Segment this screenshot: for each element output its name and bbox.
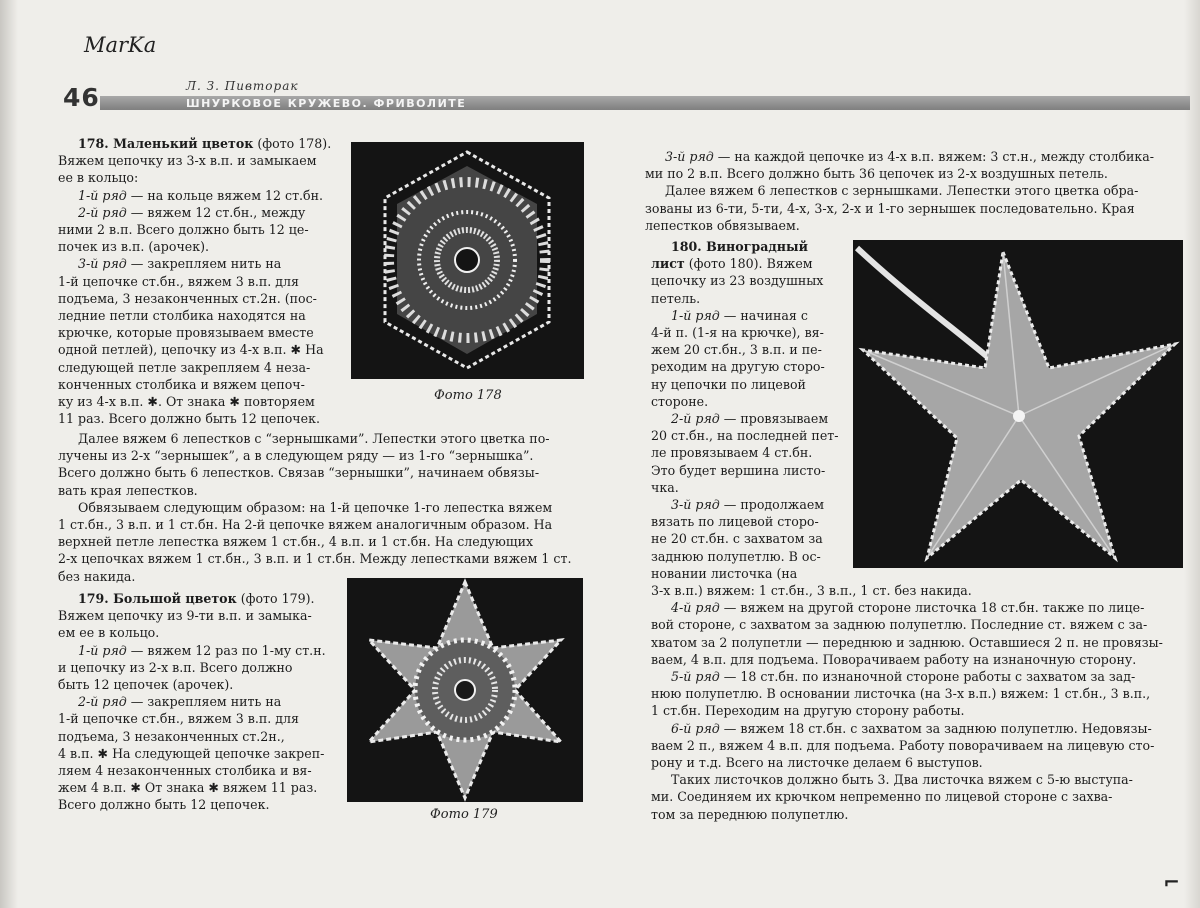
text-line: — продолжаем — [719, 497, 825, 513]
text-line: почек из в.п. (арочек). — [58, 239, 210, 255]
text-line: ле провязываем 4 ст.бн. — [651, 445, 813, 461]
text-line: Таких листочков должно быть 3. Два листочка вяжем с 5-ю выступа- — [671, 772, 1133, 788]
page-edge-shadow — [0, 0, 18, 908]
row-label: 4-й ряд — [671, 600, 720, 616]
text-line: Вяжем цепочку из 3-х в.п. и замыкаем — [58, 153, 317, 169]
text-line: зованы из 6-ти, 5-ти, 4-х, 3-х, 2-х и 1-го зернышек последовательно. Края — [645, 200, 1135, 216]
header-title: ШНУРКОВОЕ КРУЖЕВО. ФРИВОЛИТЕ — [186, 97, 467, 110]
section-180-intro — [651, 238, 851, 582]
text-line: цепочку из 23 воздушных — [651, 273, 824, 289]
text-line: — вяжем 18 ст.бн. с захватом за заднюю полупетлю. Недовязы- — [719, 720, 1152, 736]
text-line: лепестков обвязываем. — [645, 217, 800, 233]
row-label: 3-й ряд — [665, 149, 714, 164]
text-line: том за переднюю полупетлю. — [651, 806, 849, 822]
text-line: — вяжем 12 раз по 1-му ст.н. — [126, 642, 326, 658]
text-line: 1-й цепочке ст.бн., вяжем 3 в.п. для — [58, 273, 299, 289]
text-line: ем ее в кольцо. — [58, 625, 160, 641]
text-line: вязать по лицевой сторо- — [651, 514, 819, 530]
watermark: MarKa — [84, 33, 157, 57]
text-line: Вяжем цепочку из 9-ти в.п. и замыка- — [58, 608, 312, 624]
section-179-photo-ref: (фото 179). — [236, 591, 315, 606]
text-line: ну цепочки по лицевой — [651, 376, 806, 392]
text-line: подъема, 3 незаконченных ст.2н. (пос- — [58, 290, 317, 306]
text-line: Далее вяжем 6 лепестков с зернышками. Лепестки этого цветка обра- — [665, 183, 1139, 199]
text-line: вой стороне, с захватом за заднюю полупетлю. Последние ст. вяжем с за- — [651, 617, 1148, 633]
text-line: стороне. — [651, 393, 709, 409]
text-line: конченных столбика и вяжем цепоч- — [58, 376, 305, 392]
lace-flower-179-image — [347, 578, 583, 802]
section-178-petals — [58, 430, 588, 585]
row-label: 6-й ряд — [671, 720, 720, 736]
text-line: 20 ст.бн., на последней пет- — [651, 428, 839, 444]
text-line: ми по 2 в.п. Всего должно быть 36 цепочек из 2-х воздушных петель. — [645, 166, 1108, 182]
text-line: ваем, 4 в.п. для подъема. Поворачиваем работу на изнаночную сторону. — [651, 651, 1137, 667]
text-line: — на кольце вяжем 12 ст.бн. — [126, 187, 324, 203]
text-line: ваем 2 п., вяжем 4 в.п. для подъема. Работу поворачиваем на лицевую сто- — [651, 737, 1155, 753]
text-line: 1-й цепочке ст.бн., вяжем 3 в.п. для — [58, 711, 299, 727]
text-line: жем 4 в.п. ✱ От знака ✱ вяжем 11 раз. — [58, 780, 318, 796]
text-line: рону и т.д. Всего на листочке делаем 6 выступов. — [651, 755, 983, 771]
text-line: 3-х в.п.) вяжем: 1 ст.бн., 3 в.п., 1 ст. без накида. — [651, 583, 972, 598]
text-line: подъема, 3 незаконченных ст.2н., — [58, 728, 285, 744]
section-178-row3 — [645, 148, 1185, 234]
section-179-title: . Большой цветок — [104, 591, 237, 606]
text-line: ее в кольцо: — [58, 170, 139, 186]
text-line: — вяжем на другой стороне листочка 18 ст.бн. также по лице- — [719, 600, 1145, 616]
text-line: 1 ст.бн. Переходим на другую сторону работы. — [651, 703, 965, 719]
row-label: 2-й ряд — [78, 204, 127, 220]
text-line: — закрепляем нить на — [126, 256, 282, 272]
text-line: Далее вяжем 6 лепестков с “зернышками”. Лепестки этого цветка по- — [78, 431, 550, 446]
section-178-photo-ref: (фото 178). — [253, 136, 332, 151]
text-line: и цепочку из 2-х в.п. Всего должно — [58, 659, 293, 675]
text-line: 4-й п. (1-я на крючке), вя- — [651, 325, 824, 341]
row-label: 2-й ряд — [78, 694, 127, 710]
text-line: — провязываем — [719, 411, 829, 427]
section-179-number: 179 — [78, 591, 105, 606]
section-180-photo-ref: (фото 180). Вяжем — [684, 256, 813, 272]
text-line: — вяжем 12 ст.бн., между — [126, 204, 306, 220]
lace-flower-178-image — [351, 142, 584, 379]
section-179 — [58, 590, 343, 814]
text-line: вать края лепестков. — [58, 482, 198, 498]
lace-flower-178-drawing — [351, 142, 584, 379]
text-line: Всего должно быть 12 цепочек. — [58, 797, 270, 813]
section-180-title: . Виноградный — [697, 239, 808, 254]
text-line: чка. — [651, 479, 679, 495]
lace-flower-179-drawing — [347, 578, 583, 802]
row-label: 1-й ряд — [78, 187, 127, 203]
photo-179-caption: Фото 179 — [430, 807, 498, 822]
text-line: нюю полупетлю. В основании листочка (на 3-х в.п.) вяжем: 1 ст.бн., 3 в.п., — [651, 686, 1151, 702]
text-line: следующей петле закрепляем 4 неза- — [58, 359, 311, 375]
text-line: 2-х цепочках вяжем 1 ст.бн., 3 в.п. и 1 ст.бн. Между лепестками вяжем 1 ст. — [58, 551, 572, 567]
hook-mark-icon: ⌐ — [1163, 870, 1180, 894]
section-178-intro — [58, 135, 348, 427]
text-line: верхней петле лепестка вяжем 1 ст.бн., 4 в.п. и 1 ст.бн. На следующих — [58, 534, 534, 550]
grape-leaf-180-image — [853, 240, 1183, 568]
text-line: жем 20 ст.бн., 3 в.п. и пе- — [651, 342, 822, 358]
text-line: быть 12 цепочек (арочек). — [58, 677, 234, 693]
row-label: 2-й ряд — [671, 411, 720, 427]
text-line: Всего должно быть 6 лепестков. Связав “зернышки”, начинаем обвязы- — [58, 465, 540, 481]
section-180-rows — [651, 582, 1191, 823]
page-number: 46 — [63, 83, 100, 112]
row-label: 3-й ряд — [671, 497, 720, 513]
row-label: 5-й ряд — [671, 669, 720, 685]
text-line: ку из 4-х в.п. ✱. От знака ✱ повторяем — [58, 394, 315, 410]
text-line: — 18 ст.бн. по изнаночной стороне работы с захватом за зад- — [719, 669, 1136, 685]
row-label: 1-й ряд — [671, 307, 720, 323]
text-line: — начиная с — [719, 307, 808, 323]
grape-leaf-180-drawing — [853, 240, 1183, 568]
text-line: — закрепляем нить на — [126, 694, 282, 710]
text-line: новании листочка (на — [651, 565, 798, 581]
text-line: одной петлей), цепочку из 4-х в.п. ✱ На — [58, 342, 324, 358]
text-line: Обвязываем следующим образом: на 1-й цепочке 1-го лепестка вяжем — [78, 499, 553, 515]
text-line: ледние петли столбика находятся на — [58, 308, 306, 324]
text-line: ми. Соединяем их крючком непременно по лицевой стороне с захва- — [651, 789, 1113, 805]
header-author: Л. З. Пивторак — [186, 79, 299, 93]
section-178-number: 178 — [78, 136, 105, 151]
section-178-title: . Маленький цветок — [104, 136, 254, 151]
text-line: лучены из 2-х “зернышек”, а в следующем ряду — из 1-го “зернышка”. — [58, 448, 534, 464]
text-line: без накида. — [58, 568, 136, 584]
text-line: реходим на другую сторо- — [651, 359, 825, 375]
section-180-number: 180 — [671, 239, 698, 254]
text-line: не 20 ст.бн. с захватом за — [651, 531, 823, 547]
text-line: хватом за 2 полупетли — переднюю и заднюю. Оставшиеся 2 п. не провязы- — [651, 634, 1163, 650]
text-line: 11 раз. Всего должно быть 12 цепочек. — [58, 411, 320, 427]
text-line: 1 ст.бн., 3 в.п. и 1 ст.бн. На 2-й цепочке вяжем аналогичным образом. На — [58, 517, 553, 533]
text-line: заднюю полупетлю. В ос- — [651, 548, 821, 564]
row-label: 3-й ряд — [78, 256, 127, 272]
text-line: петель. — [651, 290, 701, 306]
section-180-title-cont: лист — [651, 256, 685, 272]
text-line: 4 в.п. ✱ На следующей цепочке закреп- — [58, 745, 325, 761]
text-line: ляем 4 незаконченных столбика и вя- — [58, 763, 312, 779]
row-label: 1-й ряд — [78, 642, 127, 658]
text-line: — на каждой цепочке из 4-х в.п. вяжем: 3 ст.н., между столбика- — [713, 149, 1155, 164]
photo-178-caption: Фото 178 — [434, 388, 502, 403]
text-line: Это будет вершина листо- — [651, 462, 826, 478]
text-line: ними 2 в.п. Всего должно быть 12 це- — [58, 222, 309, 238]
text-line: крючке, которые провязываем вместе — [58, 325, 314, 341]
